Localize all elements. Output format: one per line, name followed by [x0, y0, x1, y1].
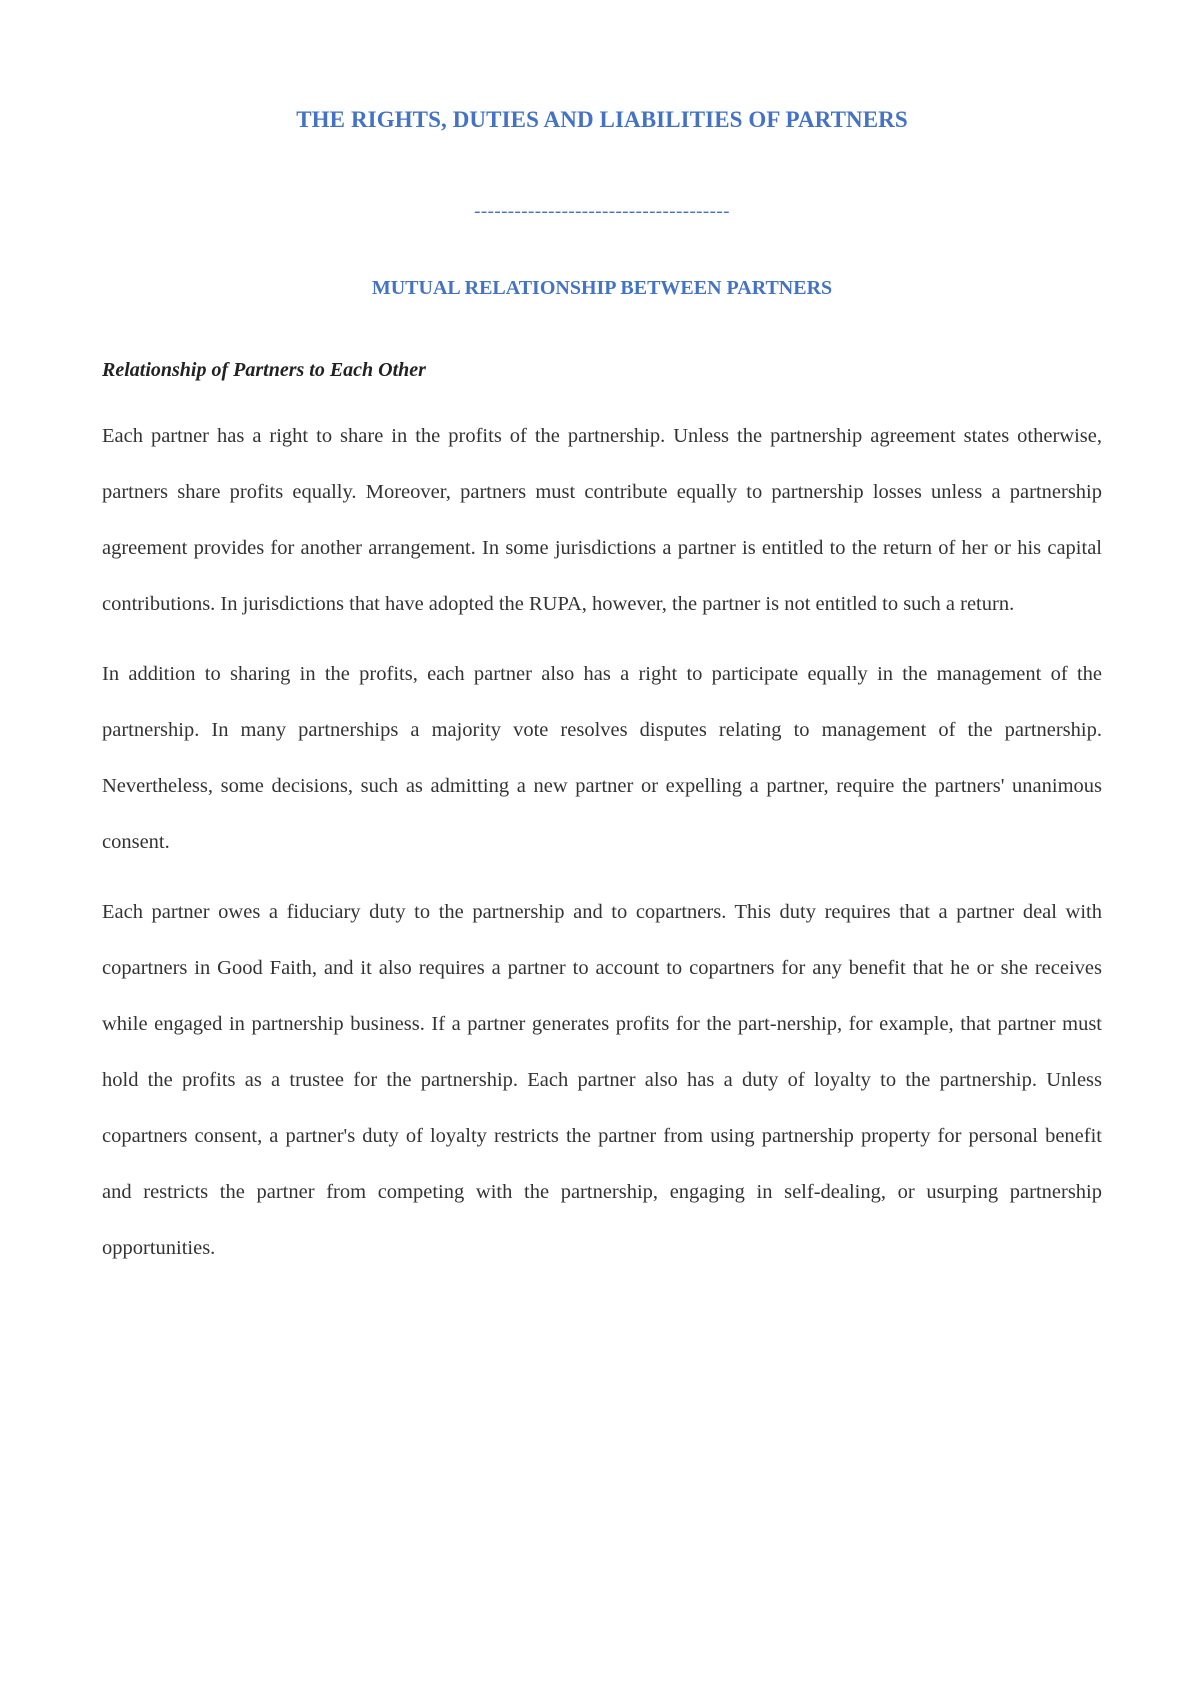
section-heading: Relationship of Partners to Each Other [102, 359, 426, 381]
paragraph-management: In addition to sharing in the profits, each partner also has a right to participate equally in the management of the partnership. In many partnerships a majority vote resolves disputes relating to management of the partnership. Nevertheless, some decisions, such as admitting a new partner or expelling a partner, require the partners' unanimous consent. [102, 663, 1102, 853]
document-title: THE RIGHTS, DUTIES AND LIABILITIES OF PARTNERS [296, 107, 908, 132]
document-body [102, 104, 1102, 1276]
paragraph-fiduciary-duty: Each partner owes a fiduciary duty to the partnership and to copartners. This duty requires that a partner deal with copartners in Good Faith, and it also requires a partner to account to copartners for any benefit that he or she receives while engaged in partnership business. If a partner generates profits for the part-nership, for example, that partner must hold the profits as a trustee for the partnership. Each partner also has a duty of loyalty to the partnership. Unless copartners consent, a partner's duty of loyalty restricts the partner from using partnership property for personal benefit and restricts the partner from competing with the partnership, engaging in self-dealing, or usurping partnership opportunities. [102, 901, 1102, 1259]
title-divider: -------------------------------------- [474, 201, 730, 222]
document-subtitle: MUTUAL RELATIONSHIP BETWEEN PARTNERS [371, 277, 833, 299]
paragraph-profits: Each partner has a right to share in the profits of the partnership. Unless the partnership agreement states otherwise, partners share profits equally. Moreover, partners must contribute equally to partnership losses unless a partnership agreement provides for another arrangement. In some jurisdictions a partner is entitled to the return of her or his capital contributions. In jurisdictions that have adopted the RUPA, however, the partner is not entitled to such a return. [102, 425, 1102, 615]
